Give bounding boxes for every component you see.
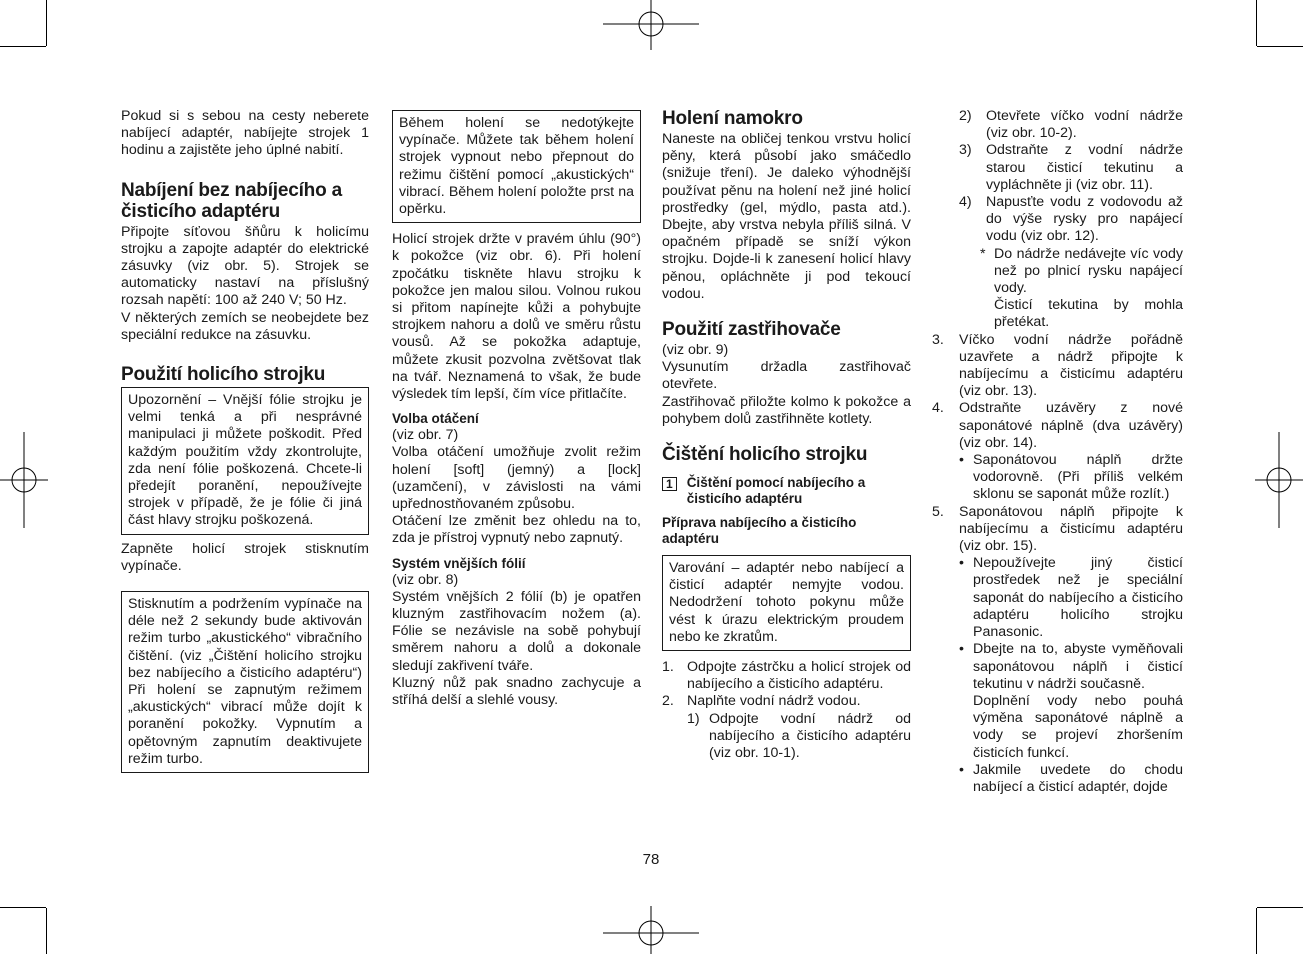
- heading-charging: Nabíjení bez nabíjecího a čisticího adaptéru: [121, 179, 342, 222]
- note-item: * Do nádrže nedávejte víc vody než po plnicí rysku napájecí vody. Čisticí tekutina by mohla přetékat.: [980, 245, 1183, 331]
- charging-paragraph-2: V některých zemích se neobejdete bez speciální redukce na zásuvku.: [121, 309, 369, 343]
- bullet-item: • Nepoužívejte jiný čisticí prostředek než je speciální saponát do nabíjecího a čisticího adaptéru holicího strojku Panasonic.: [959, 555, 1183, 641]
- water-warning-box: [662, 555, 911, 651]
- heading-preparation: Příprava nabíjecího a čisticího adaptéru: [662, 515, 857, 547]
- crop-mark: [46, 908, 47, 954]
- column-4: [932, 108, 1183, 796]
- cleaning-steps-list: [662, 659, 911, 762]
- trimmer-ref: (viz obr. 9): [662, 342, 729, 359]
- heading-usage: Použití holicího strojku: [121, 364, 326, 386]
- intro-paragraph: Pokud si s sebou na cesty neberete nabíjecí adaptér, nabíjejte strojek 1 hodinu a zajistěte jeho úplné nabití.: [121, 108, 369, 159]
- rotation-ref: (viz obr. 7): [392, 427, 459, 444]
- list-item: 5. Saponátovou náplň připojte k nabíjecímu a čisticímu adaptéru (viz obr. 15).: [932, 503, 1183, 555]
- warning-box: [121, 387, 369, 535]
- list-item: 2. Naplňte vodní nádrž vodou.: [662, 693, 861, 710]
- crop-mark: [1256, 908, 1257, 954]
- registration-mark-icon: [603, 906, 699, 954]
- heading-foils: Systém vnějších fólií: [392, 555, 526, 571]
- trimmer-paragraph-2: Zastřihovač přiložte kolmo k pokožce a pohybem dolů zastřihněte kotlety.: [662, 393, 911, 427]
- note-text: Během holení se nedotýkejte vypínače. Můžete tak během holení strojek vypnout nebo přepnout do režimu čištění pomocí „akustických“ vibrací. Během holení položte prst na opěrku.: [399, 115, 634, 218]
- crop-mark: [1257, 907, 1303, 908]
- heading-cleaning: Čištění holicího strojku: [662, 444, 868, 466]
- wet-shave-paragraph: Naneste na obličej tenkou vrstvu holicí pěny, která působí jako smáčedlo (snižuje tření). Je daleko výhodnější používat pěnu na holení než jiné holicí prostředky (gel, mýdlo, pasta atd.). Dbejte, aby vrstva nebyla příliš silná. V opačném případě se sníží výkon strojku. Dojde-li k zanesení holicí hlavy pěnou, opláchněte ji pod tekoucí vodou.: [662, 131, 911, 302]
- trimmer-paragraph: Vysunutím držadla zastřihovač otevřete.: [662, 359, 911, 393]
- crop-mark: [0, 46, 46, 47]
- registration-mark-icon: [1255, 432, 1303, 528]
- crop-mark: [1256, 0, 1257, 46]
- page-number: 78: [642, 851, 660, 868]
- crop-mark: [1257, 46, 1303, 47]
- switch-paragraph: Zapněte holicí strojek stisknutím vypínače.: [121, 540, 369, 574]
- list-item: 1. Odpojte zástrčku a holicí strojek od nabíjecího a čisticího adaptéru.: [662, 659, 911, 693]
- foils-ref: (viz obr. 8): [392, 571, 459, 588]
- charging-paragraph: Připojte síťovou šňůru k holicímu strojku a zapojte adaptér do elektrické zásuvky (viz obr. 5). Strojek se automaticky nastaví na příslušný rozsah napětí: 100 až 240 V; 50 Hz.: [121, 223, 369, 309]
- bullet-item: • Jakmile uvedete do chodu nabíjecí a čisticí adaptér, dojde: [959, 761, 1183, 795]
- heading-cleaning-adapter: Čištění pomocí nabíjecího a čisticího adaptéru: [686, 475, 866, 507]
- rotation-paragraph: Volba otáčení umožňuje zvolit režim holení [soft] (jemný) a [lock] (uzamčení), v závislosti na vámi upřednostňovaném způsobu.: [392, 444, 641, 513]
- list-item: 3. Víčko vodní nádrže pořádně uzavřete a nádrž připojte k nabíjecímu a čisticímu adaptéru (viz obr. 13).: [932, 331, 1183, 400]
- column-2: [392, 110, 641, 709]
- registration-mark-icon: [603, 0, 699, 50]
- water-warning-text: Varování – adaptér nebo nabíjecí a čisticí adaptér nemyjte vodou. Nedodržení tohoto pokynu může vést k úrazu elektrickým proudem nebo ke zkratům.: [669, 560, 904, 645]
- heading-trimmer: Použití zastřihovače: [662, 319, 841, 341]
- registration-mark-icon: [0, 432, 48, 528]
- foils-paragraph: Systém vnějších 2 fólií (b) je opatřen kluzným zastřihovacím nožem (a). Fólie se nezávisle na sobě pohybují směrem nahoru a dolů a dokonale sledují zakřivení tváře.: [392, 588, 641, 674]
- list-item: 4. Odstraňte uzávěry z nové saponátové náplně (dva uzávěry) (viz obr. 14).: [932, 400, 1183, 451]
- warning-text: Upozornění – Vnější fólie strojku je velmi tenká a při nesprávné manipulaci ji můžete poškodit. Před každým použitím vždy zkontrolujte, zda není fólie poškozená. Chcete-li předejít poranění, nepoužívejte strojek v případě, že je fólie či jiná část hlavy strojku poškozená.: [128, 392, 362, 529]
- foils-paragraph-2: Kluzný nůž pak snadno zachycuje a stříhá delší a slehlé vousy.: [392, 674, 641, 709]
- heading-rotation: Volba otáčení: [392, 411, 479, 427]
- cleaning-steps-continued: [932, 108, 1183, 796]
- turbo-text: Stisknutím a podržením vypínače na déle než 2 sekundy bude aktivován režim turbo „akustického“ vibračního čištění. (viz „Čištění holicího strojku bez nabíjecího a čisticího adaptéru“) Při holení se zapnutým režimem „akustických“ vibrací může dojít k poranění pokožky. Vypnutím a opětovným zapnutím deaktivujete režim turbo.: [128, 596, 362, 767]
- column-3: [662, 108, 911, 762]
- list-item: 4) Napusťte vodu z vodovodu až do výše rysky pro napájecí vodu (viz obr. 12).: [959, 194, 1183, 245]
- cleaning-subheading: [662, 475, 911, 507]
- list-item: 1) Odpojte vodní nádrž od nabíjecího a čisticího adaptéru (viz obr. 10-1).: [687, 710, 911, 762]
- note-box: [392, 110, 641, 223]
- list-item: 2) Otevřete víčko vodní nádrže (viz obr. 10-2).: [959, 108, 1183, 142]
- bullet-item: • Dbejte na to, abyste vyměňovali saponátovou náplň i čisticí tekutinu v nádrži současně. Doplnění vody nebo pouhá výměna saponátové náplně a vody se projeví zhoršením čisticích funkcí.: [959, 641, 1183, 761]
- crop-mark: [46, 0, 47, 46]
- rotation-paragraph-2: Otáčení lze změnit bez ohledu na to, zda je přístroj vypnutý nebo zapnutý.: [392, 513, 641, 547]
- heading-wet-shave: Holení namokro: [662, 108, 803, 129]
- bullet-item: • Saponátovou náplň držte vodorovně. (Při příliš velkém sklonu se saponát může rozlít.): [959, 452, 1183, 503]
- angle-paragraph: Holicí strojek držte v pravém úhlu (90°) k pokožce (viz obr. 6). Při holení zpočátku tiskněte hlavu strojku k pokožce jen malou silou. Volnou rukou si přitom napínejte kůži a pohybujte strojkem nahoru a dolů ve směru růstu vousů. Až se pokožka adaptuje, můžete zkusit pozvolna zvětšovat tlak na tvář. Neznamená to však, že bude výsledek tím lepší, čím více přitlačíte.: [392, 231, 641, 403]
- list-item: 3) Odstraňte z vodní nádrže starou čisticí tekutinu a vypláchněte ji (viz obr. 11).: [959, 142, 1183, 193]
- section-number-badge: 1: [662, 477, 677, 491]
- column-1: [121, 108, 369, 773]
- turbo-box: [121, 591, 369, 773]
- crop-mark: [0, 907, 46, 908]
